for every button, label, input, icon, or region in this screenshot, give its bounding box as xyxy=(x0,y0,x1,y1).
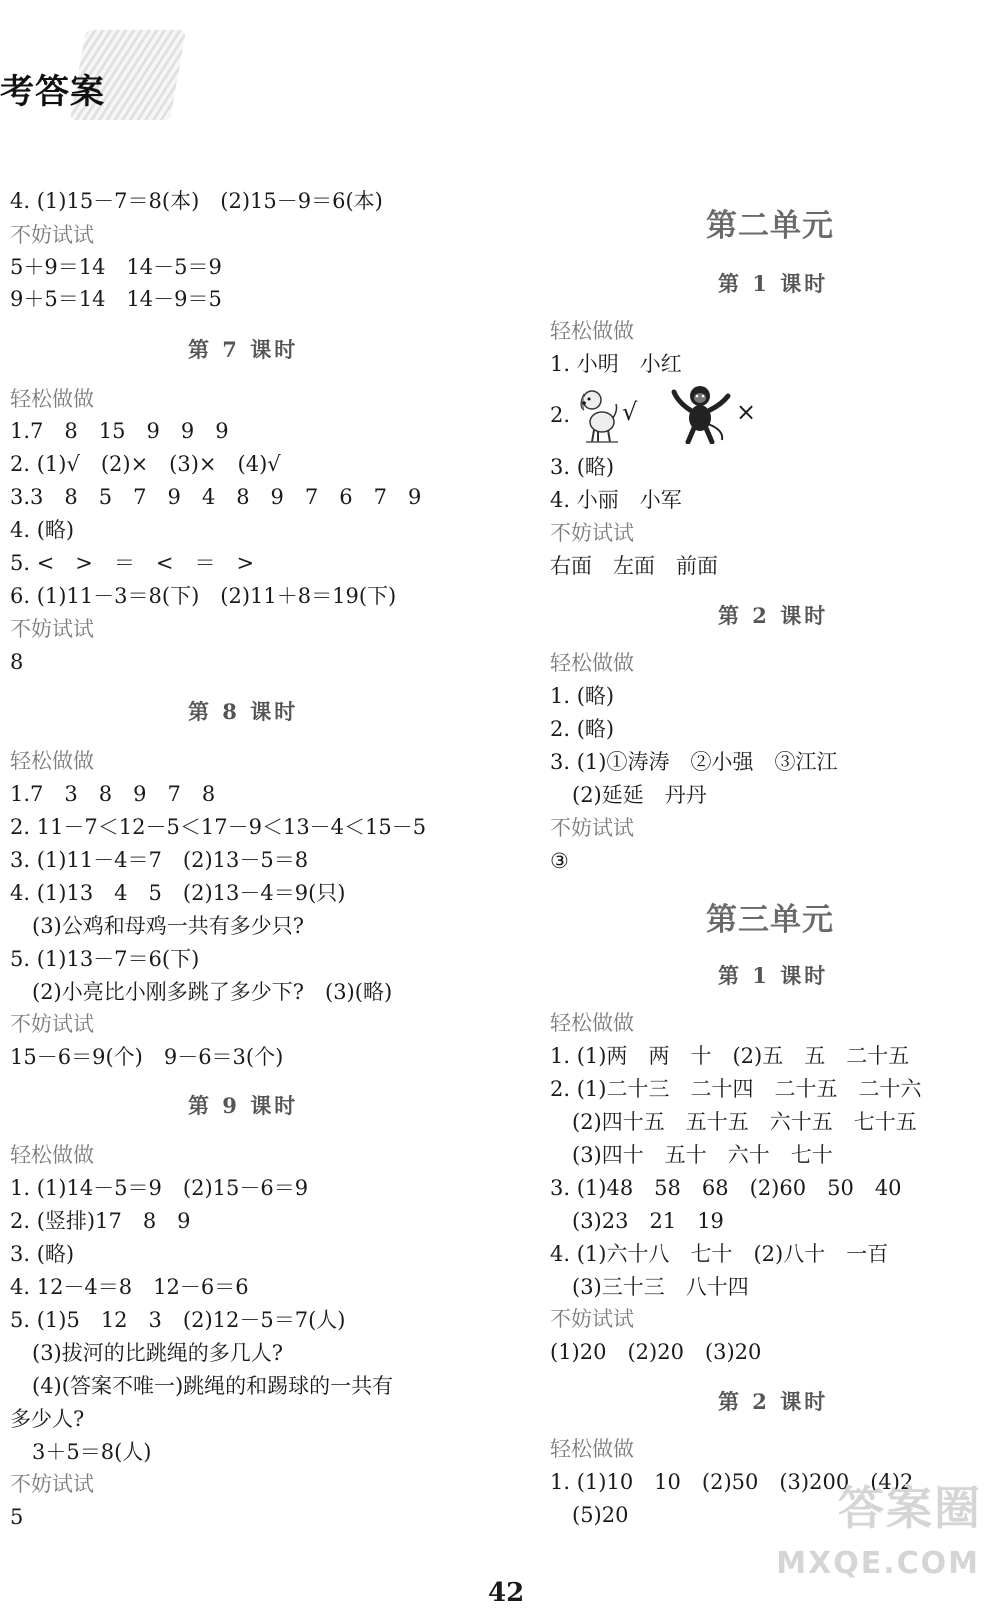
answer-line: 5 xyxy=(10,1505,24,1529)
answer-line: (3)四十 五十 六十 七十 xyxy=(572,1143,833,1167)
lesson-heading: 第 2 课时 xyxy=(718,1389,829,1414)
section-label: 轻松做做 xyxy=(10,1143,94,1167)
lesson-heading: 第 1 课时 xyxy=(718,963,829,988)
answer-line: 右面 左面 前面 xyxy=(550,554,718,578)
section-label: 不妨试试 xyxy=(10,223,94,247)
answer-line: 5＋9＝14 14－5＝9 xyxy=(10,255,222,279)
answer-line: (2)四十五 五十五 六十五 七十五 xyxy=(572,1110,917,1134)
answer-line: (3)三十三 八十四 xyxy=(572,1275,749,1299)
watermark-url: MXQE.COM xyxy=(776,1546,980,1581)
answer-line: 1. (1)10 10 (2)50 (3)200 (4)2 xyxy=(550,1470,914,1494)
section-label: 不妨试试 xyxy=(550,1307,634,1331)
lesson-heading: 第 7 课时 xyxy=(188,337,299,362)
lesson-heading: 第 2 课时 xyxy=(718,603,829,628)
answer-line: 1. (1)两 两 十 (2)五 五 二十五 xyxy=(550,1044,910,1068)
answer-line: 4. (略) xyxy=(10,518,75,542)
answer-line: 8 xyxy=(10,650,24,674)
answer-line: 2. (略) xyxy=(550,717,615,741)
answer-line: 3.3 8 5 7 9 4 8 9 7 6 7 9 xyxy=(10,485,422,509)
section-label: 不妨试试 xyxy=(10,1472,94,1496)
section-label: 轻松做做 xyxy=(550,319,634,343)
watermark-logo-text: 答案圈 xyxy=(838,1481,982,1535)
section-label: 轻松做做 xyxy=(10,749,94,773)
answer-line: 1. (略) xyxy=(550,684,615,708)
answer-line: (3)公鸡和母鸡一共有多少只? xyxy=(32,914,305,938)
page-header xyxy=(0,30,180,120)
answer-line: 4. (1)六十八 七十 (2)八十 一百 xyxy=(550,1242,889,1266)
answer-line: 5. (1)5 12 3 (2)12－5＝7(人) xyxy=(10,1308,346,1332)
answer-line: 6. (1)11－3＝8(下) (2)11＋8＝19(下) xyxy=(10,584,397,608)
answer-line: 9＋5＝14 14－9＝5 xyxy=(10,287,222,311)
section-label: 不妨试试 xyxy=(10,1012,94,1036)
answer-line: (4)(答案不唯一)跳绳的和踢球的一共有 xyxy=(32,1374,394,1398)
section-label: 轻松做做 xyxy=(550,651,634,675)
section-label: 不妨试试 xyxy=(550,521,634,545)
answer-line: 2. xyxy=(550,403,571,427)
section-label: 轻松做做 xyxy=(550,1011,634,1035)
answer-line: 2. (竖排)17 8 9 xyxy=(10,1209,191,1233)
unit-heading: 第三单元 xyxy=(706,902,834,938)
answer-line: (5)20 xyxy=(572,1503,629,1527)
answer-line: 多少人? xyxy=(10,1407,85,1431)
answer-line: 3. (1)48 58 68 (2)60 50 40 xyxy=(550,1176,902,1200)
page-number: 42 xyxy=(488,1578,525,1608)
answer-line: 3. (略) xyxy=(10,1242,75,1266)
header-title: 考答案 xyxy=(0,72,105,112)
section-label: 不妨试试 xyxy=(550,816,634,840)
answer-line: 3. (1)①涛涛 ②小强 ③江江 xyxy=(550,750,838,774)
answer-line: 4. 12－4＝8 12－6＝6 xyxy=(10,1275,249,1299)
answer-line: (1)20 (2)20 (3)20 xyxy=(550,1340,762,1364)
lesson-heading: 第 9 课时 xyxy=(188,1093,299,1118)
section-label: 轻松做做 xyxy=(10,387,94,411)
unit-heading: 第二单元 xyxy=(706,208,834,244)
lesson-heading: 第 8 课时 xyxy=(188,699,299,724)
answer-line: 5. (1)13－7＝6(下) xyxy=(10,947,200,971)
answer-line: 3. (略) xyxy=(550,455,615,479)
answer-line: (2)小亮比小刚多跳了多少下? (3)(略) xyxy=(32,980,393,1004)
answer-line: 1.7 8 15 9 9 9 xyxy=(10,419,229,443)
answer-line: ③ xyxy=(550,849,569,873)
answer-line: 5. < > ＝ < ＝ > xyxy=(10,551,255,575)
answer-line: 3＋5＝8(人) xyxy=(32,1440,152,1464)
section-label: 不妨试试 xyxy=(10,617,94,641)
answer-line: 3. (1)11－4＝7 (2)13－5＝8 xyxy=(10,848,309,872)
lesson-heading: 第 1 课时 xyxy=(718,271,829,296)
answer-line: 2. (1)二十三 二十四 二十五 二十六 xyxy=(550,1077,922,1101)
answer-line: 2. (1)√ (2)× (3)× (4)√ xyxy=(10,452,281,476)
answer-line: (2)延延 丹丹 xyxy=(572,783,707,807)
dog-icon xyxy=(572,384,620,444)
answer-line: 15－6＝9(个) 9－6＝3(个) xyxy=(10,1045,284,1069)
answer-line: 2. 11－7＜12－5＜17－9＜13－4＜15－5 xyxy=(10,815,427,839)
section-label: 轻松做做 xyxy=(550,1437,634,1461)
answer-line: (3)拔河的比跳绳的多几人? xyxy=(32,1341,284,1365)
answer-line: 4. (1)15－7＝8(本) (2)15－9＝6(本) xyxy=(10,189,383,213)
cross-mark: × xyxy=(736,398,757,426)
watermark xyxy=(776,1460,990,1590)
monkey-icon xyxy=(670,382,732,444)
answer-line: 4. (1)13 4 5 (2)13－4＝9(只) xyxy=(10,881,346,905)
answer-line: 1. 小明 小红 xyxy=(550,352,682,376)
check-mark: √ xyxy=(622,398,638,426)
answer-line: (3)23 21 19 xyxy=(572,1209,724,1233)
answer-line: 4. 小丽 小军 xyxy=(550,488,682,512)
answer-line: 1. (1)14－5＝9 (2)15－6＝9 xyxy=(10,1176,309,1200)
answer-line: 1.7 3 8 9 7 8 xyxy=(10,782,216,806)
